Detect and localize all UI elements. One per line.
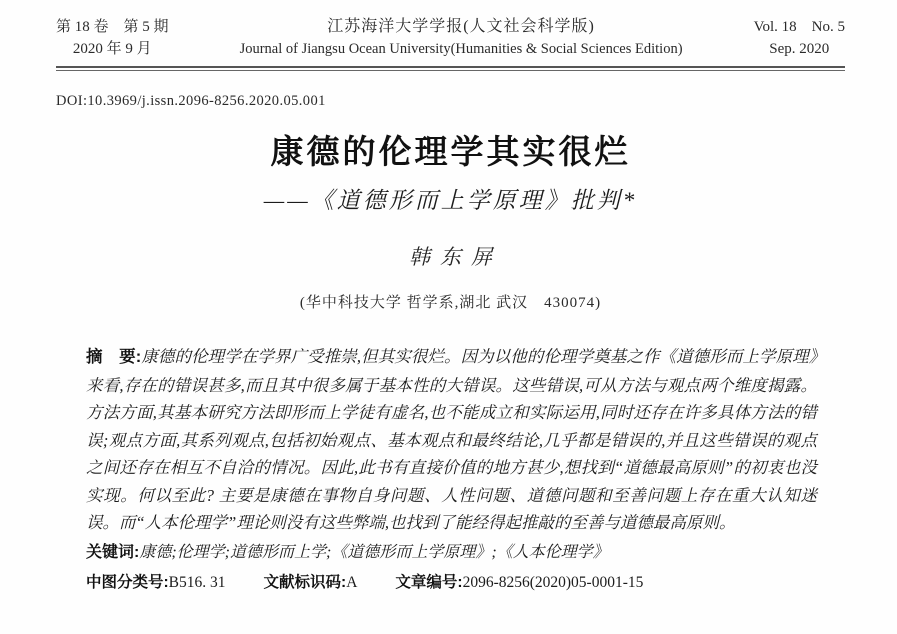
article-id-label: 文章编号:	[395, 573, 463, 591]
publication-date-cn: 2020 年 9 月	[72, 41, 152, 57]
keywords-text: 康德;伦理学;道德形而上学;《道德形而上学原理》;《人本伦理学》	[139, 543, 609, 561]
document-code-label: 文献标识码:	[263, 573, 347, 591]
classification-line	[56, 570, 845, 596]
masthead-volume-issue	[56, 16, 169, 60]
document-code-value: A	[346, 573, 358, 591]
volume-issue-cn: 第 18 卷 第 5 期	[56, 19, 169, 35]
abstract-label: 摘 要:	[86, 348, 142, 366]
clc-value: B516. 31	[168, 573, 226, 591]
author-name: 韩东屏	[409, 245, 502, 269]
document-code	[264, 574, 358, 591]
clc-number	[86, 574, 226, 591]
abstract	[56, 343, 845, 537]
abstract-text: 康德的伦理学在学界广受推崇,但其实很烂。因为以他的伦理学奠基之作《道德形而上学原理》来看,存在的错误甚多,而且其中很多属于基本性的大错误。这些错误,可从方法与观点两个维度揭露。方法方面,其基本研究方法即形而上学徒有虚名,也不能成立和实际运用,同时还存在许多具体方法的错误;观点方面,其系列观点,包括初始观点、基本观点和最终结论,几乎都是错误的,并且这些错误的观点之间还存在相互不自洽的情况。因此,此书有直接价值的地方甚少,想找到“道德最高原则”的初衷也没实现。何以至此? 主要是康德在事物自身问题、人性问题、道德问题和至善问题上存在重大认知迷误。而“人本伦理学”理论则没有这些弊端,也找到了能经得起推敲的至善与道德最高原则。	[86, 347, 818, 532]
article-title: 康德的伦理学其实很烂	[270, 133, 631, 170]
article-subtitle: ——《道德形而上学原理》批判*	[263, 188, 638, 213]
journal-masthead	[56, 16, 845, 66]
keywords	[56, 540, 845, 566]
journal-title-cn: 江苏海洋大学学报(人文社会科学版)	[327, 18, 595, 35]
article-id	[395, 574, 643, 591]
masthead-divider	[56, 66, 845, 71]
doi: DOI:10.3969/j.issn.2096-8256.2020.05.001	[56, 93, 326, 109]
publication-date-en: Sep. 2020	[769, 41, 830, 57]
volume-issue-en: Vol. 18 No. 5	[753, 19, 845, 35]
clc-label: 中图分类号:	[86, 573, 169, 591]
masthead-journal-title	[169, 16, 754, 60]
masthead-volume-issue-en	[754, 16, 845, 60]
author-affiliation: (华中科技大学 哲学系,湖北 武汉 430074)	[299, 295, 602, 311]
article-id-value: 2096-8256(2020)05-0001-15	[462, 573, 644, 591]
journal-title-en: Journal of Jiangsu Ocean University(Humanities & Social Sciences Edition)	[239, 41, 683, 57]
keywords-label: 关键词:	[86, 543, 140, 561]
